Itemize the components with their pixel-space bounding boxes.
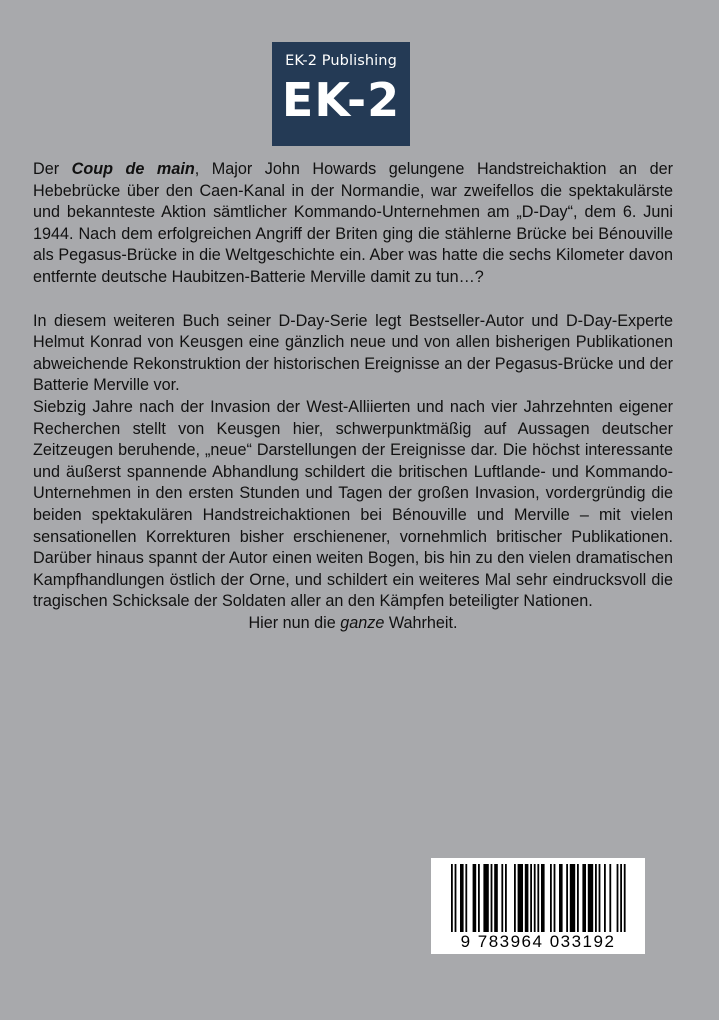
barcode-bar	[465, 864, 467, 932]
logo-mark: EK-2	[281, 73, 401, 127]
closing-line	[33, 613, 673, 635]
paragraph-research: Siebzig Jahre nach der Invasion der West-Alliierten und nach vier Jahrzehnten eigener Recherchen stellt von Keusgen hier, schwerpunktmäßig auf Aussagen deutscher Zeitzeugen beruhende, „neue“ Darstellungen der Ereignisse dar. Die höchst interessante und äußerst spannende Abhandlung schildert die britischen Luftlande- und Kommando-Unternehmen in den ersten Stunden und Tagen der großen Invasion, vordergründig die beiden spektakulären Handstreichaktionen bei Bénouville und Merville – mit vielen sensationellen Korrekturen bisher erschienener, vornehmlich britischer Publikationen. Darüber hinaus spannt der Autor einen weiten Bogen, bis hin zu den vielen dramatischen Kampfhandlungen östlich der Orne, und schildert ein weiteres Mal sehr eindrucksvoll die tragischen Schicksale der Soldaten aller an den Kämpfen beteiligter Nationen.	[33, 397, 673, 611]
paragraph-intro	[33, 159, 673, 289]
barcode-bar	[541, 864, 545, 932]
barcode-bar	[582, 864, 586, 932]
barcode-bar	[518, 864, 523, 932]
closing-after: Wahrheit.	[384, 613, 458, 632]
barcode-bar	[530, 864, 532, 932]
blurb-text	[33, 159, 673, 634]
barcode-bar	[554, 864, 556, 932]
barcode-bar	[455, 864, 457, 932]
isbn-barcode	[431, 858, 645, 954]
barcode-bar	[566, 864, 568, 932]
barcode-bar	[501, 864, 503, 932]
publisher-logo	[272, 42, 410, 146]
coup-de-main-title: Coup de main	[71, 160, 195, 178]
barcode-bar	[620, 864, 622, 932]
barcode-bar	[478, 864, 480, 932]
barcode-bar	[550, 864, 552, 932]
barcode-bar	[525, 864, 529, 932]
barcode-bar	[460, 864, 464, 932]
barcode-bar	[577, 864, 579, 932]
barcode-bar	[599, 864, 601, 932]
barcode-bar	[514, 864, 516, 932]
closing-before: Hier nun die	[248, 613, 341, 632]
barcode-bar	[494, 864, 498, 932]
barcode-bar	[537, 864, 539, 932]
barcode-bar	[505, 864, 507, 932]
barcode-bar	[617, 864, 619, 932]
barcode-digits: 9 783964 033192	[460, 932, 616, 951]
intro-lead: Der	[33, 160, 72, 178]
barcode-bar	[473, 864, 477, 932]
barcode-bar	[559, 864, 563, 932]
barcode-bar	[604, 864, 606, 932]
barcode-bar	[624, 864, 626, 932]
barcode-bar	[570, 864, 575, 932]
barcode-bar	[609, 864, 611, 932]
barcode-bar	[595, 864, 597, 932]
barcode-bar	[483, 864, 488, 932]
barcode-bar	[534, 864, 536, 932]
barcode-bar	[451, 864, 453, 932]
barcode-bar	[588, 864, 593, 932]
intro-body: , Major John Howards gelungene Handstreichaktion an der Hebebrücke über den Caen-Kanal in der Normandie, war zweifellos die spektakulärste und bekannteste Aktion sämtlicher Kommando-Unternehmen am „D-Day“, dem 6. Juni 1944. Nach dem erfolgreichen Angriff der Briten ging die stählerne Brücke bei Bénouville als Pegasus-Brücke in die Weltgeschichte ein. Aber was hatte die sechs Kilometer davon entfernte deutsche Haubitzen-Batterie Merville damit zu tun…?	[33, 160, 673, 286]
logo-publisher-name: EK-2 Publishing	[285, 53, 397, 69]
closing-italic: ganze	[340, 613, 385, 632]
paragraph-book: In diesem weiteren Buch seiner D-Day-Serie legt Bestseller-Autor und D-Day-Experte Helmut Konrad von Keusgen eine gänzlich neue und von allen bisherigen Publikationen abweichende Rekonstruktion der historischen Ereignisse an der Pegasus-Brücke und der Batterie Merville vor.	[33, 311, 673, 395]
barcode-bar	[491, 864, 493, 932]
